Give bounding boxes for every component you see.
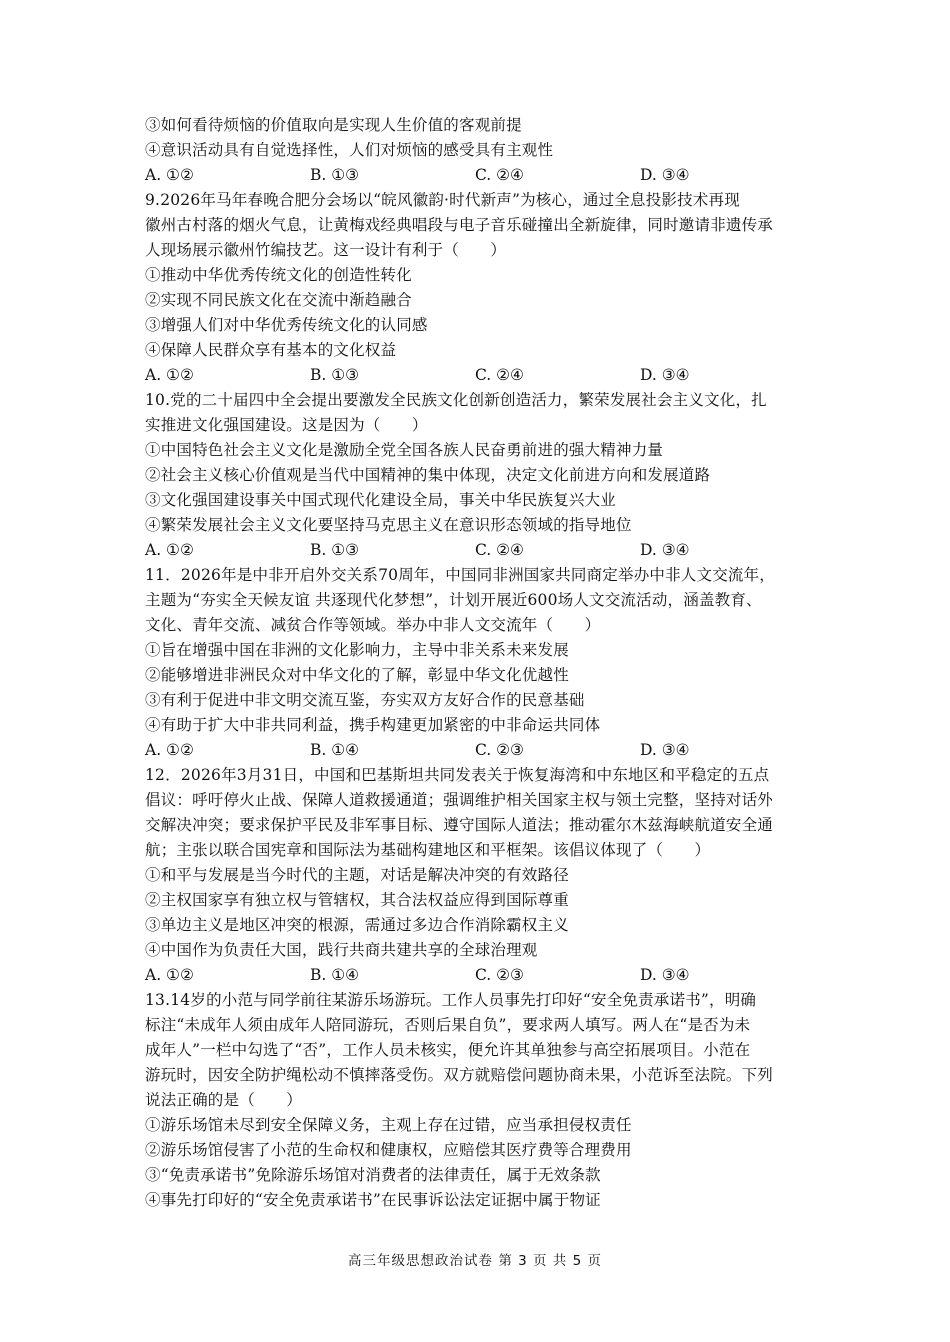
answer-options (145, 738, 810, 763)
statement-item: ①推动中华优秀传统文化的创造性转化 (145, 266, 412, 284)
answer-option: C. ②④ (475, 366, 524, 384)
answer-option: B. ①④ (310, 966, 360, 984)
answer-options (145, 538, 810, 563)
statement-item: ③单边主义是地区冲突的根源，需通过多边合作消除霸权主义 (145, 916, 569, 934)
page-footer: 高三年级思想政治试卷 第 3 页 共 5 页 (348, 1253, 602, 1269)
statement-item: ②游乐场馆侵害了小范的生命权和健康权，应赔偿其医疗费等合理费用 (145, 1141, 632, 1159)
answer-option: C. ②③ (475, 966, 524, 984)
statement-item: ④中国作为负责任大国，践行共商共建共享的全球治理观 (145, 941, 538, 959)
question-stem-line: 标注“未成年人须由成年人陪同游玩，否则后果自负”，要求两人填写。两人在“是否为未 (145, 1016, 751, 1034)
statement-item: ②社会主义核心价值观是当代中国精神的集中体现，决定文化前进方向和发展道路 (145, 466, 711, 484)
answer-option: A. ①② (145, 166, 194, 184)
statement-item: ④保障人民群众享有基本的文化权益 (145, 341, 397, 359)
statement-item: ②能够增进非洲民众对中华文化的了解，彰显中华文化优越性 (145, 666, 569, 684)
question-stem-line: 航；主张以联合国宪章和国际法为基础构建地区和平框架。该倡议体现了（ ） (145, 841, 711, 859)
statement-item: ①中国特色社会主义文化是激励全党全国各族人民奋勇前进的强大精神力量 (145, 441, 664, 459)
answer-option: C. ②③ (475, 741, 524, 759)
answer-option: D. ③④ (640, 166, 690, 184)
question-stem-line: 人现场展示徽州竹编技艺。这一设计有利于（ ） (145, 241, 507, 259)
question-stem-line: 10.党的二十届四中全会提出要激发全民族文化创新创造活力，繁荣发展社会主义文化，扎 (145, 391, 767, 409)
answer-option: A. ①② (145, 541, 194, 559)
question-stem-line: 倡议：呼吁停火止战、保障人道救援通道；强调维护相关国家主权与领土完整，坚持对话外 (145, 791, 774, 809)
answer-option: C. ②④ (475, 166, 524, 184)
statement-item: ②实现不同民族文化在交流中渐趋融合 (145, 291, 412, 309)
question-stem-line: 说法正确的是（ ） (145, 1091, 303, 1109)
statement-item: ①旨在增强中国在非洲的文化影响力，主导中非关系未来发展 (145, 641, 569, 659)
question-stem-line: 主题为“夯实全天候友谊 共逐现代化梦想”，计划开展近600场人文交流活动，涵盖教育、 (145, 591, 762, 609)
question-stem-line: 成年人”一栏中勾选了“否”，工作人员未核实，便允许其单独参与高空拓展项目。小范在 (145, 1041, 751, 1059)
answer-options (145, 963, 810, 988)
page-content (145, 113, 810, 1213)
question-stem-line: 11．2026年是中非开启外交关系70周年，中国同非洲国家共同商定举办中非人文交流年， (145, 566, 775, 584)
answer-option: A. ①② (145, 966, 194, 984)
question-stem-line: 12．2026年3月31日，中国和巴基斯坦共同发表关于恢复海湾和中东地区和平稳定的五点 (145, 766, 770, 784)
question-stem-line: 文化、青年交流、减贫合作等领域。举办中非人文交流年（ ） (145, 616, 601, 634)
question-stem-line: 徽州古村落的烟火气息，让黄梅戏经典唱段与电子音乐碰撞出全新旋律，同时邀请非遗传承 (145, 216, 774, 234)
answer-option: C. ②④ (475, 541, 524, 559)
statement-item: ①和平与发展是当今时代的主题，对话是解决冲突的有效路径 (145, 866, 569, 884)
answer-options (145, 163, 810, 188)
answer-options (145, 363, 810, 388)
statement-item: ④事先打印好的“安全免责承诺书”在民事诉讼法定证据中属于物证 (145, 1191, 601, 1209)
statement-item: ③文化强国建设事关中国式现代化建设全局，事关中华民族复兴大业 (145, 491, 617, 509)
answer-option: D. ③④ (640, 541, 690, 559)
answer-option: D. ③④ (640, 966, 690, 984)
answer-option: B. ①③ (310, 541, 360, 559)
answer-option: B. ①④ (310, 741, 360, 759)
answer-option: B. ①③ (310, 166, 360, 184)
answer-option: D. ③④ (640, 741, 690, 759)
question-stem-line: 交解决冲突；要求保护平民及非军事目标、遵守国际人道法；推动霍尔木兹海峡航道安全通 (145, 816, 774, 834)
statement-item: ③有利于促进中非文明交流互鉴，夯实双方友好合作的民意基础 (145, 691, 585, 709)
statement-item: ③如何看待烦恼的价值取向是实现人生价值的客观前提 (145, 116, 522, 134)
statement-item: ①游乐场馆未尽到安全保障义务，主观上存在过错，应当承担侵权责任 (145, 1116, 632, 1134)
answer-option: B. ①③ (310, 366, 360, 384)
statement-item: ④意识活动具有自觉选择性，人们对烦恼的感受具有主观性 (145, 141, 554, 159)
statement-item: ③“免责承诺书”免除游乐场馆对消费者的法律责任，属于无效条款 (145, 1166, 601, 1184)
question-stem-line: 实推进文化强国建设。这是因为（ ） (145, 416, 428, 434)
statement-item: ②主权国家享有独立权与管辖权，其合法权益应得到国际尊重 (145, 891, 569, 909)
question-stem-line: 9.2026年马年春晚合肥分会场以“皖风徽韵·时代新声”为核心，通过全息投影技术再现 (145, 191, 740, 209)
answer-option: D. ③④ (640, 366, 690, 384)
statement-item: ③增强人们对中华优秀传统文化的认同感 (145, 316, 428, 334)
statement-item: ④有助于扩大中非共同利益，携手构建更加紧密的中非命运共同体 (145, 716, 601, 734)
statement-item: ④繁荣发展社会主义文化要坚持马克思主义在意识形态领域的指导地位 (145, 516, 632, 534)
answer-option: A. ①② (145, 366, 194, 384)
question-stem-line: 游玩时，因安全防护绳松动不慎摔落受伤。双方就赔偿问题协商未果，小范诉至法院。下列 (145, 1066, 774, 1084)
answer-option: A. ①② (145, 741, 194, 759)
question-stem-line: 13.14岁的小范与同学前往某游乐场游玩。工作人员事先打印好“安全免责承诺书”，明确 (145, 991, 757, 1009)
